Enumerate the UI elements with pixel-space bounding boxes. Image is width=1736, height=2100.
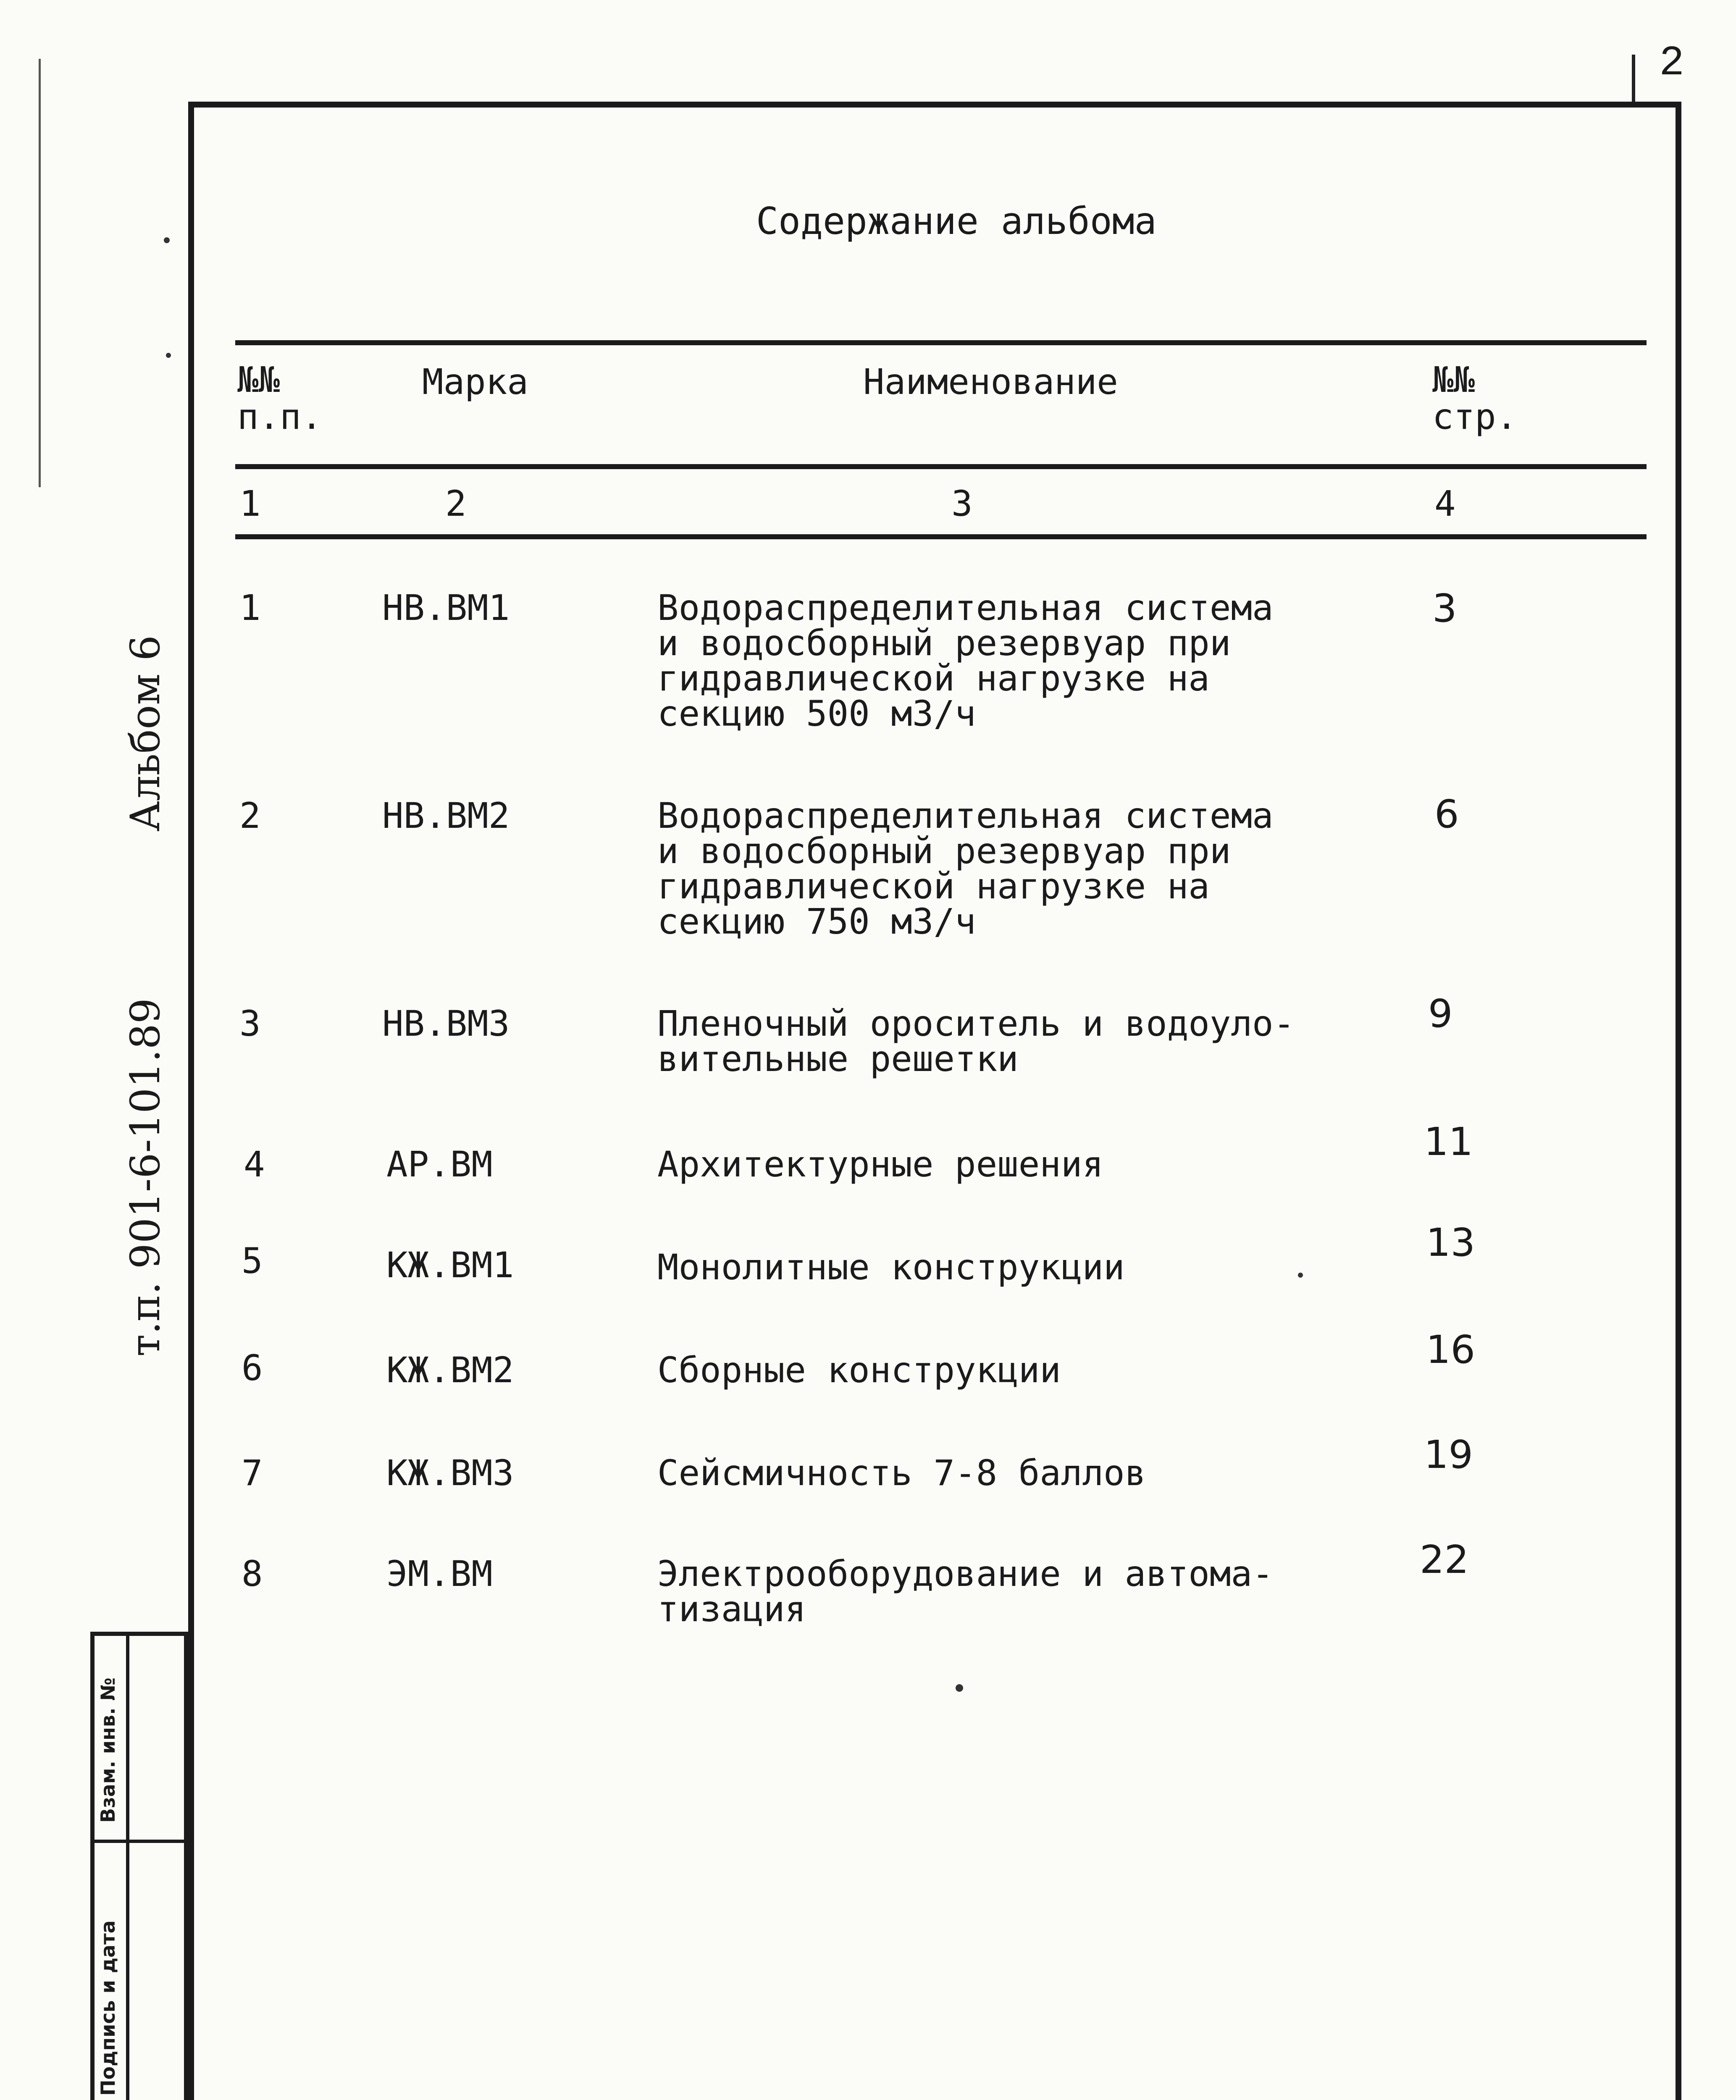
scan-speck: [1298, 1273, 1303, 1278]
row-name: Монолитные конструкции: [657, 1247, 1125, 1288]
page-number: 2: [1659, 40, 1685, 87]
header-num: №№ п.п.: [237, 359, 323, 438]
table-top-rule: [235, 340, 1647, 345]
header-name: Наименование: [863, 361, 1118, 402]
row-number: 1: [239, 587, 261, 628]
row-page: 9: [1428, 991, 1453, 1036]
row-name: Сборные конструкции: [657, 1349, 1061, 1391]
row-name: Сейсмичность 7-8 баллов: [657, 1452, 1146, 1494]
row-page: 16: [1426, 1327, 1476, 1372]
header-mark: Марка: [422, 361, 528, 402]
album-label: Альбом 6: [122, 635, 169, 832]
column-number: 3: [951, 483, 973, 524]
table-header-rule: [235, 464, 1647, 469]
row-mark: КЖ.ВМ1: [386, 1244, 514, 1286]
row-name: Архитектурные решения: [657, 1144, 1104, 1185]
row-number: 2: [239, 795, 261, 836]
row-page: 22: [1420, 1537, 1469, 1582]
row-name: Водораспределительная система и водосборный резервуар при гидравлической нагрузке на секцию 500 м3/ч: [657, 587, 1274, 734]
scan-speck: [166, 353, 171, 358]
row-mark: НВ.ВМ1: [382, 587, 510, 628]
row-name: Пленочный ороситель и водоуло- вительные решетки: [657, 1003, 1295, 1079]
row-mark: АР.ВМ: [386, 1144, 493, 1185]
row-number: 4: [244, 1144, 265, 1185]
row-number: 6: [242, 1347, 263, 1389]
stamp-divider: [126, 1632, 129, 2100]
row-mark: НВ.ВМ2: [382, 795, 510, 836]
column-number: 2: [445, 483, 467, 524]
row-page: 11: [1424, 1119, 1473, 1164]
column-number: 4: [1434, 483, 1456, 524]
row-page: 3: [1432, 586, 1457, 631]
scan-speck: [164, 237, 170, 243]
row-mark: НВ.ВМ3: [382, 1003, 510, 1044]
page-title: Содержание альбома: [756, 200, 1157, 243]
header-page: №№ стр.: [1432, 359, 1518, 438]
row-mark: КЖ.ВМ2: [386, 1349, 514, 1391]
row-page: 6: [1434, 792, 1459, 837]
stamp-divider: [90, 1840, 188, 1843]
stamp-label-replacement: Взам. инв. №: [97, 1677, 119, 1823]
row-page: 13: [1426, 1220, 1476, 1265]
row-number: 3: [239, 1003, 261, 1044]
row-number: 7: [242, 1452, 263, 1494]
stamp-label-signature: Подпись и дата: [97, 1920, 119, 2096]
binding-line: [39, 59, 41, 487]
row-number: 8: [242, 1553, 263, 1594]
scan-speck: [956, 1684, 963, 1692]
page-number-tick: [1632, 55, 1635, 105]
row-page: 19: [1424, 1432, 1473, 1477]
table-colnum-rule: [235, 534, 1647, 539]
row-name: Электрооборудование и автома- тизация: [657, 1553, 1274, 1630]
column-number: 1: [239, 483, 261, 524]
project-code: т.п. 901-6-101.89: [122, 998, 169, 1357]
row-mark: КЖ.ВМ3: [386, 1452, 514, 1494]
row-number: 5: [242, 1240, 263, 1281]
row-mark: ЭМ.ВМ: [386, 1553, 493, 1594]
row-name: Водораспределительная система и водосборный резервуар при гидравлической нагрузке на секцию 750 м3/ч: [657, 795, 1274, 942]
